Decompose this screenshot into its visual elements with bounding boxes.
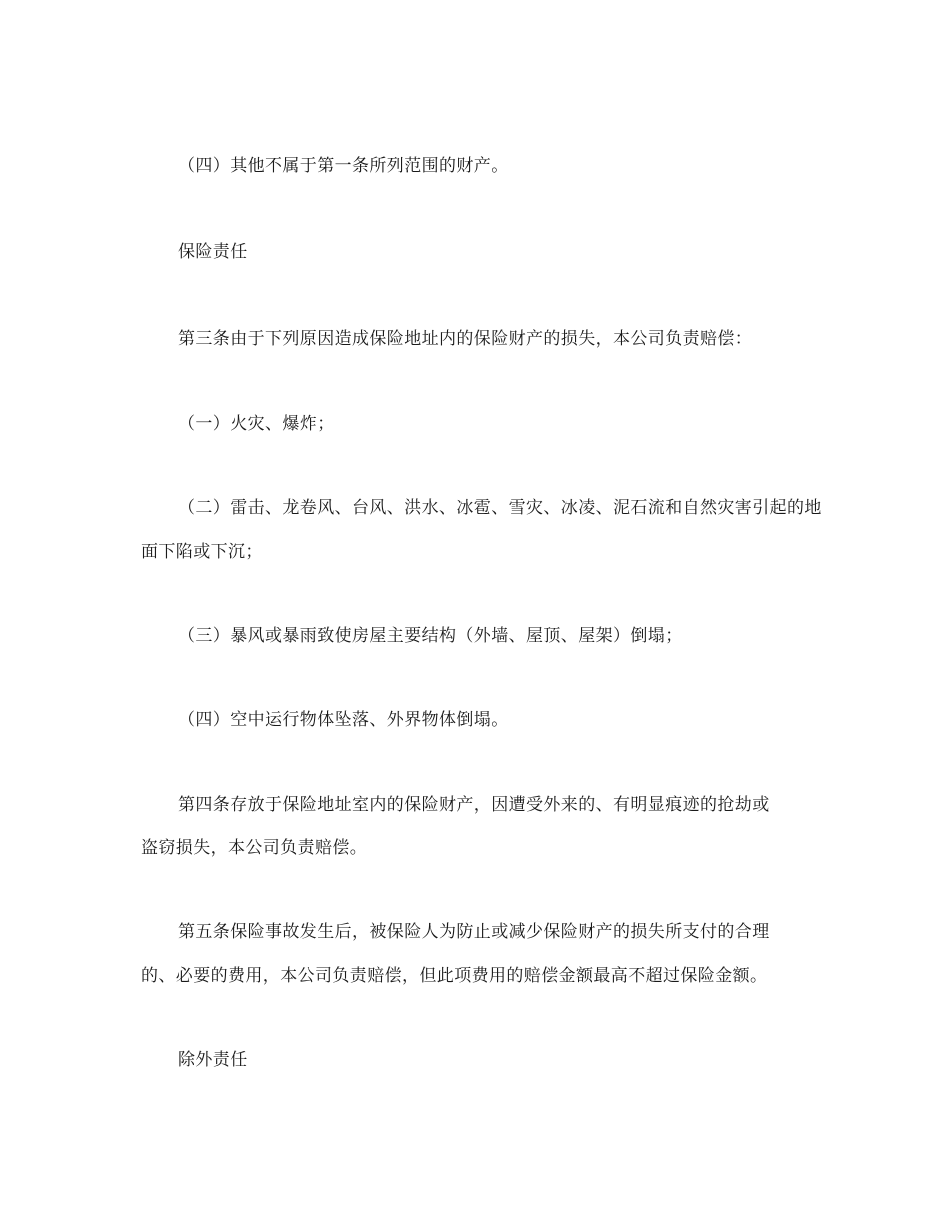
- section-heading-insurance-liability: 保险责任: [178, 242, 248, 262]
- article-4-line1: 第四条存放于保险地址室内的保险财产，因遭受外来的、有明显痕迹的抢劫或: [178, 795, 770, 815]
- article-3-item-2-line2: 面下陷或下沉；: [141, 542, 263, 562]
- article-5-line2: 的、必要的费用，本公司负责赔偿，但此项费用的赔偿金额最高不超过保险金额。: [141, 966, 768, 986]
- article-4-line2: 盗窃损失，本公司负责赔偿。: [141, 838, 368, 858]
- article-3-item-1: （一）火灾、爆炸；: [178, 414, 335, 434]
- article-3-item-3: （三）暴风或暴雨致使房屋主要结构（外墙、屋顶、屋架）倒塌；: [178, 626, 683, 646]
- article-3-item-2-line1: （二）雷击、龙卷风、台风、洪水、冰雹、雪灾、冰凌、泥石流和自然灾害引起的地: [178, 498, 822, 518]
- section-heading-exclusions: 除外责任: [178, 1050, 248, 1070]
- article-3: 第三条由于下列原因造成保险地址内的保险财产的损失，本公司负责赔偿：: [178, 329, 753, 349]
- clause-item-4: （四）其他不属于第一条所列范围的财产。: [178, 156, 509, 176]
- article-5-line1: 第五条保险事故发生后，被保险人为防止或减少保险财产的损失所支付的合理: [178, 922, 770, 942]
- article-3-item-4: （四）空中运行物体坠落、外界物体倒塌。: [178, 710, 509, 730]
